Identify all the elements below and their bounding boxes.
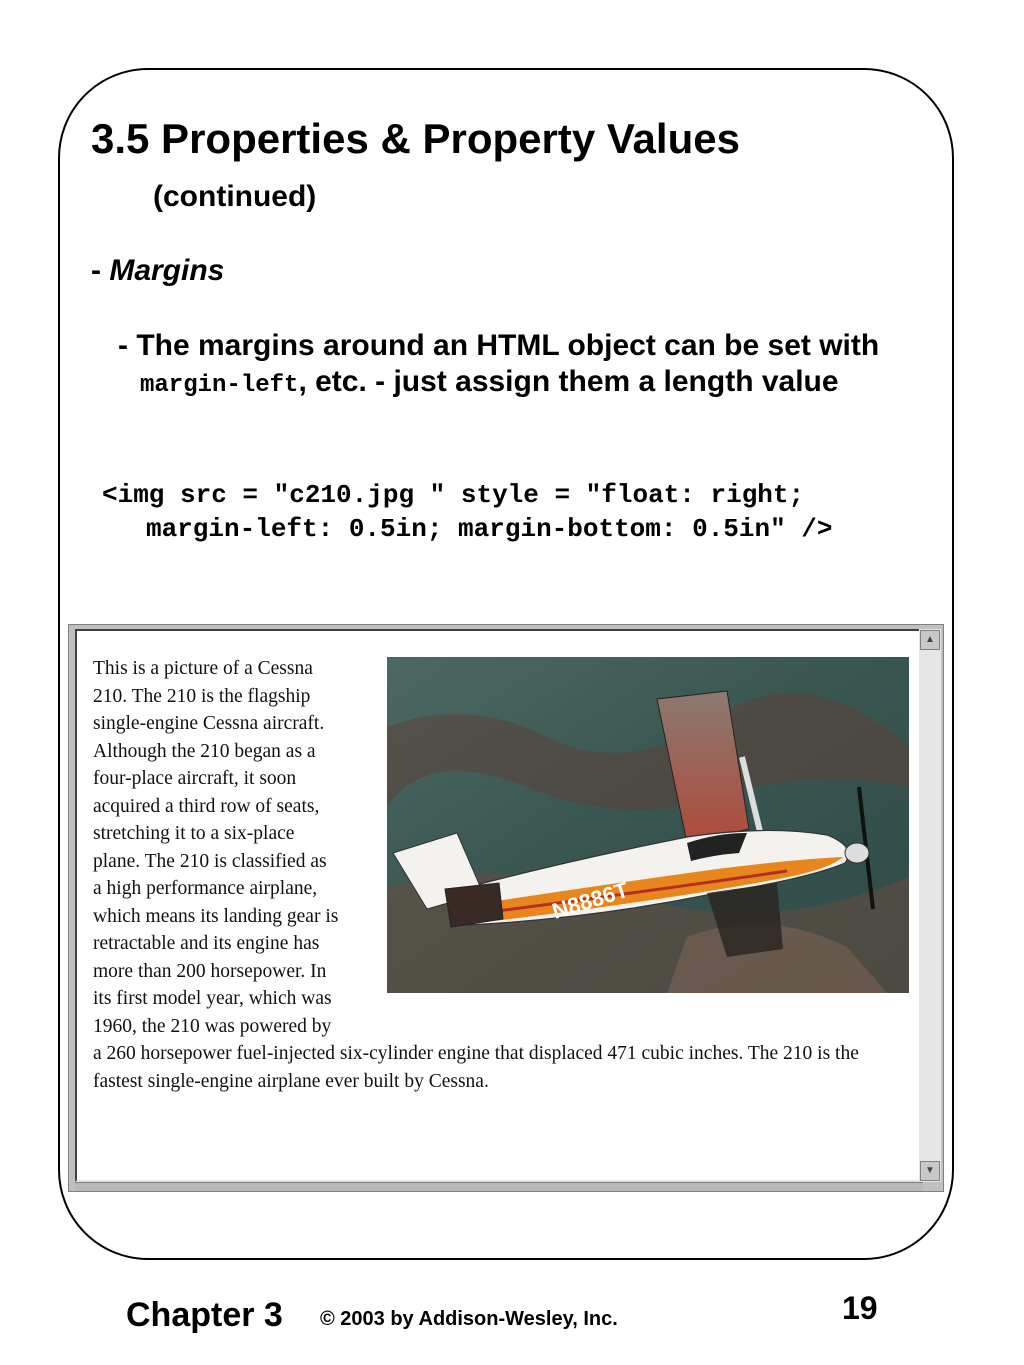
scroll-up-icon[interactable]: ▲ — [920, 630, 940, 650]
subbullet-part1: - The margins around an HTML object can be set with — [118, 329, 880, 362]
horizontal-scrollbar[interactable] — [75, 1182, 923, 1191]
code-line-1: <img src = "c210.jpg " style = "float: right; — [102, 480, 805, 510]
tail-number: N8886T — [549, 876, 632, 924]
browser-viewport — [75, 629, 923, 1182]
cessna-210-photo — [387, 657, 909, 993]
slide-subtitle: (continued) — [153, 180, 317, 213]
code-line-2: margin-left: 0.5in; margin-bottom: 0.5in" /> — [146, 514, 833, 544]
footer-copyright: © 2003 by Addison-Wesley, Inc. — [320, 1308, 618, 1330]
page-content — [93, 655, 909, 1095]
bullet-margins — [91, 254, 224, 288]
footer-page-number: 19 — [842, 1290, 878, 1326]
subbullet-part2: , etc. - just assign them a length value — [298, 365, 839, 398]
cessna-paragraph: This is a picture of a Cessna 210. The 210 is the flagship single-engine Cessna aircraft. Although the 210 began as a four-place aircraft, it soon acquired a third row of seats, stretching it to a six-place plane. The 210 is classified as a high performance airplane, which means its landing gear is retractable and its engine has more than 200 horsepower. In its first model year, which was 1960, the 210 was powered by a 260 horsepower fuel-injected six-cylinder engine that displaced 471 cubic inches. The 210 is the fastest single-engine airplane ever built by Cessna. — [93, 658, 859, 1092]
inline-code-margin-left: margin-left — [140, 372, 299, 399]
bullet-dash: - — [91, 254, 110, 287]
vertical-scrollbar[interactable] — [919, 629, 941, 1182]
scroll-down-icon[interactable]: ▼ — [920, 1161, 940, 1181]
browser-window — [68, 624, 944, 1192]
bullet-label: Margins — [109, 254, 225, 287]
slide-title: 3.5 Properties & Property Values — [91, 115, 740, 162]
subbullet-text — [118, 328, 970, 404]
footer-chapter: Chapter 3 — [126, 1296, 283, 1334]
